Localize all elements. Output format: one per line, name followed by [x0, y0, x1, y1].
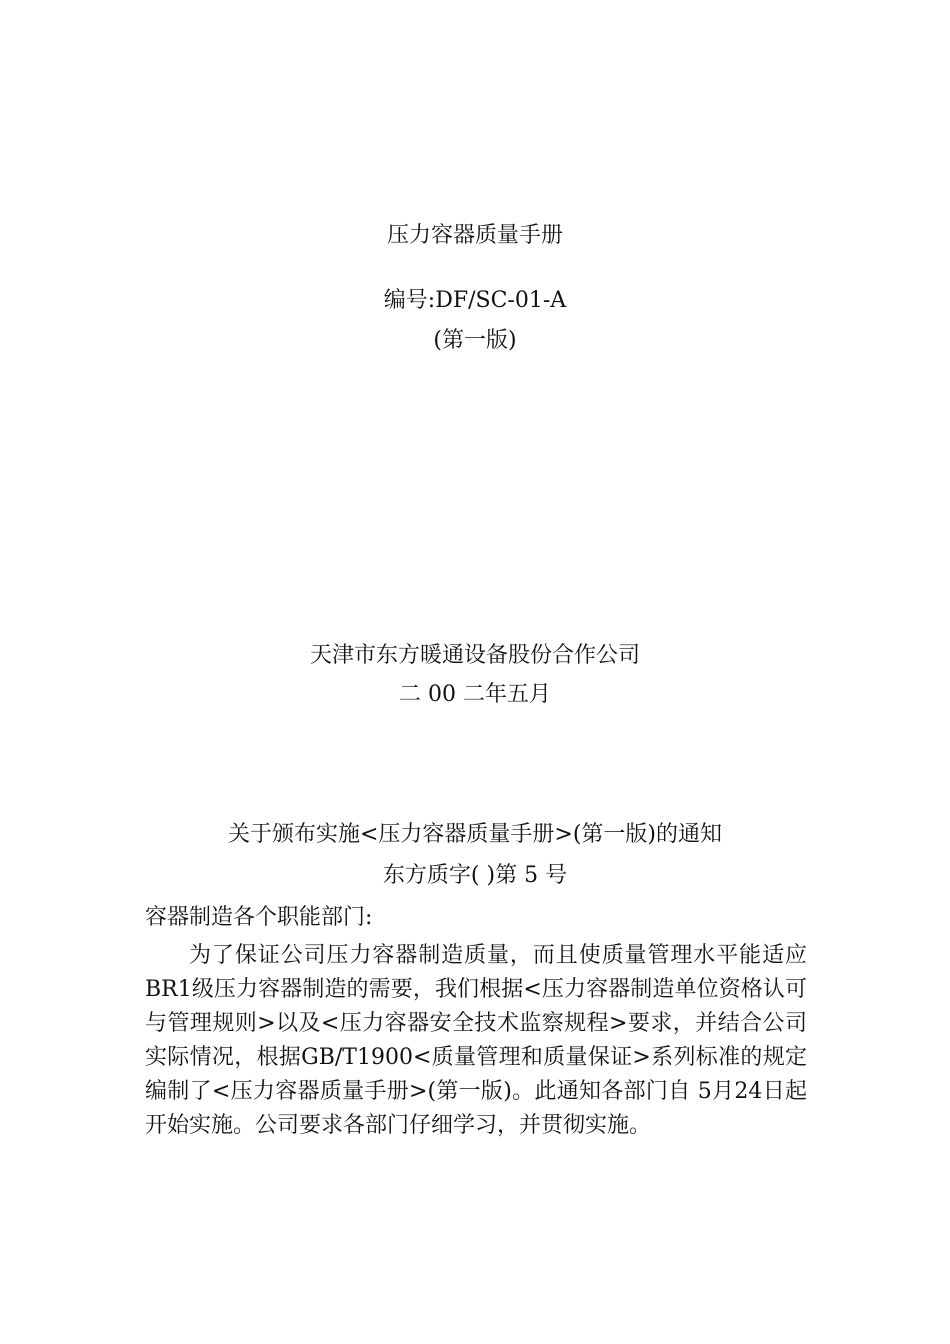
company-name: 天津市东方暖通设备股份合作公司 [309, 643, 640, 668]
notice-title: 关于颁布实施<压力容器质量手册>(第一版)的通知 [227, 822, 723, 847]
notice-ref-number: 东方质字( )第 5 号 [382, 863, 568, 888]
notice-addressee: 容器制造各个职能部门: [145, 905, 373, 930]
cover-title: 压力容器质量手册 [386, 223, 563, 248]
notice-body: 为了保证公司压力容器制造质量，而且使质量管理水平能适应BR1级压力容器制造的需要，我们根据<压力容器制造单位资格认可与管理规则>以及<压力容器安全技术监察规程>要求，并结合公司实际情况，根据GB/T1900<质量管理和质量保证>系列标准的规定编制了<压力容器质量手册>(第一版)。此通知各部门自 5月24日起开始实施。公司要求各部门仔细学习，并贯彻实施。 [145, 943, 807, 1138]
edition: (第一版) [433, 328, 517, 353]
document-number: 编号:DF/SC-01-A [383, 288, 567, 313]
publish-date: 二 00 二年五月 [399, 682, 551, 707]
